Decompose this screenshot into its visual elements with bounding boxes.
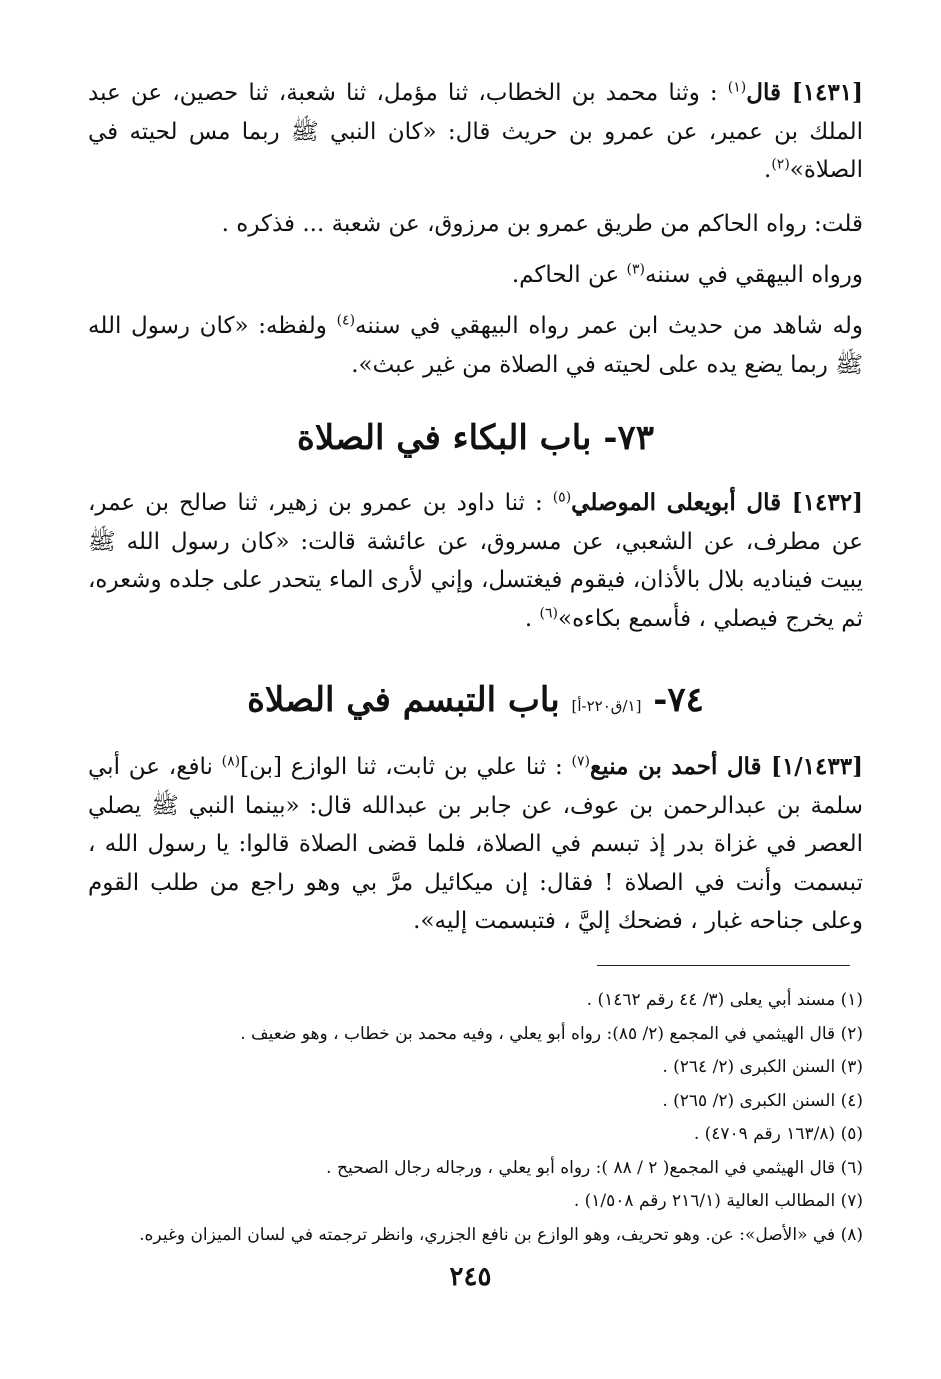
footnote-ref: (٢) xyxy=(771,156,790,173)
hadith-1433: [١/١٤٣٣] قال أحمد بن منيع$^{(٧)}$ : ثنا علي بن ثابت، ثنا الوازع [بن]$^{(٨)}$ نافع، عن أبي سلمة بن عبدالرحمن بن عوف، عن جابر بن عبدالله قال: «بينما النبي ﷺ يصلي العصر في غزاة بدر إذ تبسم في الصلاة، فلما قضى الصلاة قالوا: يا رسول الله ، تبسمت وأنت في الصلاة ! فقال: إن ميكائيل مرَّ بي وهو راجع من طلب القوم وعلى جناحه غبار ، فضحك إليَّ ، فتبسمت إليه». xyxy=(88,753,863,934)
manuscript-reference: [١/ق٢٢٠-أ] xyxy=(571,697,642,715)
chapter-title: باب التبسم في الصلاة xyxy=(247,680,560,720)
commentary-note: قلت: رواه الحاكم من طريق عمرو بن مرزوق، عن شعبة ... فذكره . xyxy=(221,211,863,237)
hadith-intro: قال xyxy=(746,79,792,106)
footnote-item: (٥) (١٦٣/٨ رقم ٤٧٠٩) . xyxy=(693,1124,863,1144)
hadith-number: [١٤٣٢] xyxy=(791,489,863,516)
footnote-item: (١) مسند أبي يعلى (٣/ ٤٤ رقم ١٤٦٢) . xyxy=(586,990,863,1010)
commentary-note: وله شاهد من حديث ابن عمر رواه البيهقي في سننه$^{(٤)}$ ولفظه: «كان رسول الله ﷺ ربما يضع يده على لحيته في الصلاة من غير عبث». xyxy=(88,312,863,378)
footnote-ref: (٨) xyxy=(221,753,241,770)
footnote-ref: (٧) xyxy=(571,753,591,770)
chapter-heading-74 xyxy=(88,678,863,728)
commentary-note: ورواه البيهقي في سننه$^{(٣)}$ عن الحاكم. xyxy=(511,261,863,288)
hadith-number: [١٤٣١] xyxy=(791,79,863,106)
hadith-intro: قال أبويعلى الموصلي xyxy=(571,489,792,516)
footnote-ref: (٣) xyxy=(626,261,645,278)
hadith-text: : وثنا محمد بن الخطاب، ثنا مؤمل، ثنا شعبة، ثنا حصين، عن عبد الملك بن عمير، عن عمرو بن حريث قال: «كان النبي ﷺ ربما مس لحيته في الصلاة» xyxy=(88,80,863,183)
footnote-item: (٧) المطالب العالية (٢١٦/١ رقم ١/٥٠٨) . xyxy=(573,1191,863,1211)
hadith-intro: قال أحمد بن منيع xyxy=(590,753,772,780)
hadith-text: : ثنا علي بن ثابت، ثنا الوازع [بن] xyxy=(240,754,572,780)
chapter-number: ٧٤- xyxy=(653,680,704,720)
footnotes-list xyxy=(88,984,863,1252)
hadith-1431: [١٤٣١] قال$^{(١)}$ : وثنا محمد بن الخطاب، ثنا مؤمل، ثنا شعبة، ثنا حصين، عن عبد الملك بن عمير، عن عمرو بن حريث قال: «كان النبي ﷺ ربما مس لحيته في الصلاة»$^{(٢)}$. xyxy=(88,79,863,183)
hadith-text: : ثنا داود بن عمرو بن زهير، ثنا صالح بن عمر، عن مطرف، عن الشعبي، عن مسروق، عن عائشة قالت: «كان رسول الله ﷺ يبيت فيناديه بلال بالأذان، فيقوم فيغتسل، وإني لأرى الماء يتحدر على جلده وشعره، ثم يخرج فيصلي ، فأسمع بكاءه» xyxy=(88,490,863,632)
footnote-item: (٢) قال الهيثمي في المجمع (٢/ ٨٥): رواه أبو يعلي ، وفيه محمد بن خطاب ، وهو ضعيف . xyxy=(240,1023,863,1044)
footnote-item: (٤) السنن الكبرى (٢/ ٢٦٥) . xyxy=(662,1090,863,1111)
hadith-number: [١/١٤٣٣] xyxy=(771,753,863,780)
footnote-item: (٣) السنن الكبرى (٢/ ٢٦٤) . xyxy=(662,1057,863,1077)
footnote-item: (٨) في «الأصل»: عن. وهو تحريف، وهو الوازع بن نافع الجزري، وانظر ترجمته في لسان الميزان وغيره. xyxy=(139,1224,863,1245)
footnote-ref: (٥) xyxy=(552,489,572,506)
footnote-separator xyxy=(597,965,850,966)
page-number: ٢٤٥ xyxy=(449,1262,492,1292)
footnote-ref: (٤) xyxy=(336,312,356,329)
footnote-ref: (٦) xyxy=(539,604,558,621)
hadith-1432: [١٤٣٢] قال أبويعلى الموصلي$^{(٥)}$ : ثنا داود بن عمرو بن زهير، ثنا صالح بن عمر، عن مطرف، عن الشعبي، عن مسروق، عن عائشة قالت: «كان رسول الله ﷺ يبيت فيناديه بلال بالأذان، فيقوم فيغتسل، وإني لأرى الماء يتحدر على جلده وشعره، ثم يخرج فيصلي ، فأسمع بكاءه»$^{(٦)}$ . xyxy=(88,489,863,632)
chapter-heading-73: ٧٣- باب البكاء في الصلاة xyxy=(297,418,654,458)
footnote-item: (٦) قال الهيثمي في المجمع( ٢ / ٨٨ ): رواه أبو يعلي ، ورجاله رجال الصحيح . xyxy=(326,1157,863,1178)
footnote-ref: (١) xyxy=(727,79,747,96)
